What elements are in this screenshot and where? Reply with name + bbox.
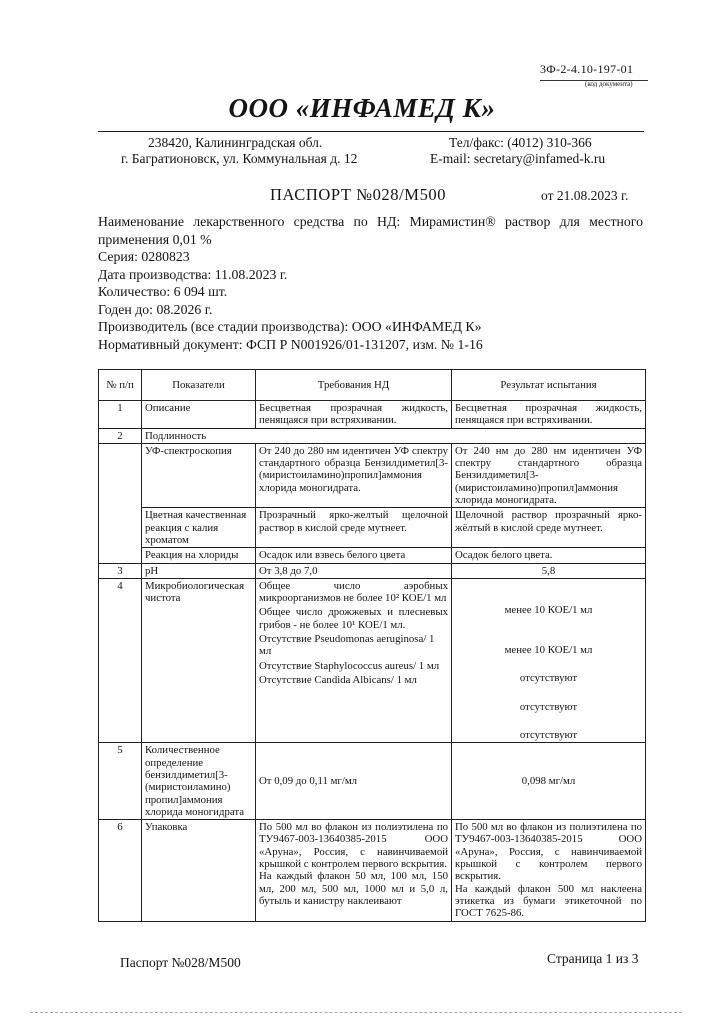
req-candida: Отсутствие Candida Albicans/ 1 мл	[259, 673, 417, 686]
row-result: 5,8	[452, 563, 646, 578]
specification-table	[98, 369, 646, 922]
res-aerobic: менее 10 КОЕ/1 мл	[504, 603, 593, 616]
manufacturer: Производитель (все стадии производства): ООО «ИНФАМЕД К»	[98, 319, 482, 334]
scan-edge-line	[30, 1012, 682, 1013]
table-row	[99, 548, 646, 563]
packaging-requirement-1: По 500 мл во флакон из полиэтилена по ТУ9467-003-13640385-2015 ООО «Аруна», Россия, с навинчиваемой крышкой с контролем первого вскрытия.	[259, 821, 448, 871]
table-row	[99, 443, 646, 507]
req-pseudomonas: Отсутствие Pseudomonas aeruginosa/ 1 мл	[259, 633, 435, 658]
row-indicator: Цветная качественная реакция с калия хроматом	[142, 508, 256, 548]
req-staph: Отсутствие Staphylococcus aureus/ 1 мл	[259, 659, 440, 672]
document-code: 3Ф-2-4.10-197-01	[540, 62, 634, 76]
row-indicator: pH	[142, 563, 256, 578]
packaging-result-1: По 500 мл во флакон из полиэтилена по ТУ9467-003-13640385-2015 ООО «Аруна», Россия, с навинчиваемой крышкой с контролем первого вскрытия.	[455, 821, 642, 883]
row-indicator: Количественное определение бензилдиметил[3-(миристоиламино) пропил]аммония хлорида моногидрата	[142, 743, 256, 820]
row-requirement	[256, 578, 452, 742]
packaging-requirement-2: На каждый флакон 50 мл, 100 мл, 150 мл, 200 мл, 500 мл, 1000 мл и 5,0 л, бутыль и канистру наклеивают	[259, 870, 448, 907]
row-num: 5	[99, 743, 142, 820]
row-num-empty	[99, 443, 142, 563]
row-indicator: Описание	[142, 401, 256, 429]
row-indicator: Реакция на хлориды	[142, 548, 256, 563]
row-num: 1	[99, 401, 142, 429]
table-row	[99, 563, 646, 578]
row-requirement: Осадок или взвесь белого цвета	[256, 548, 452, 563]
table-row	[99, 578, 646, 742]
row-num: 3	[99, 563, 142, 578]
row-num: 6	[99, 820, 142, 921]
row-requirement: От 0,09 до 0,11 мг/мл	[256, 743, 452, 820]
company-name: ООО «ИНФАМЕД К»	[228, 93, 496, 123]
table-row	[99, 428, 646, 443]
document-code-caption: (код документа)	[585, 80, 633, 88]
row-num: 2	[99, 428, 142, 443]
passport-date: от 21.08.2023 г.	[541, 188, 629, 203]
expiry-date: Годен до: 08.2026 г.	[98, 301, 213, 317]
res-yeast: менее 10 КОЕ/1 мл	[504, 644, 593, 657]
row-requirement: От 3,8 до 7,0	[256, 563, 452, 578]
email: E-mail: secretary@infamed-k.ru	[430, 151, 606, 166]
product-info	[98, 213, 643, 353]
row-indicator: Подлинность	[142, 428, 646, 443]
row-requirement: Прозрачный ярко-желтый щелочной раствор в кислой среде мутнеет.	[256, 508, 452, 548]
header-indicator: Показатели	[142, 370, 256, 401]
row-indicator: Микробиологическая чистота	[142, 578, 256, 742]
header-result: Результат испытания	[452, 370, 646, 401]
table-row	[99, 743, 646, 820]
table-row	[99, 401, 646, 429]
normative-document: Нормативный документ: ФСП Р N001926/01-131207, изм. № 1-16	[98, 336, 483, 352]
header-divider	[98, 131, 644, 132]
req-yeast: Общее число дрожжевых и плесневых грибов - не более 10¹ КОЕ/1 мл.	[259, 606, 448, 631]
passport-title: ПАСПОРТ №028/М500	[270, 185, 447, 204]
packaging-result-2: На каждый флакон 500 мл наклеена этикетка из бумаги этикеточной по ГОСТ 7625-86.	[455, 882, 642, 920]
row-result	[452, 578, 646, 742]
res-candida: отсутствуют	[519, 729, 578, 742]
table-row	[99, 820, 646, 921]
row-indicator: УФ-спектроскопия	[142, 443, 256, 507]
quantity: Количество: 6 094 шт.	[98, 284, 228, 299]
series: Серия: 0280823	[98, 249, 190, 264]
row-result: Осадок белого цвета.	[452, 548, 646, 563]
production-date: Дата производства: 11.08.2023 г.	[98, 266, 288, 282]
row-indicator: Упаковка	[142, 820, 256, 921]
row-requirement: От 240 до 280 нм идентичен УФ спектру стандартного образца Бензилдиметил[3-(миристоиламино)пропил]аммония хлорида моногидрата.	[256, 443, 452, 507]
address-line-1: 238420, Калининградская обл.	[148, 135, 323, 150]
header-requirement: Требования НД	[256, 370, 452, 401]
drug-name: Наименование лекарственного средства по НД: Мирамистин® раствор для местного применения 0,01 %	[98, 214, 643, 247]
footer-passport-number: Паспорт №028/М500	[120, 955, 241, 970]
row-num: 4	[99, 578, 142, 742]
row-result: 0,098 мг/мл	[452, 743, 646, 820]
row-result	[452, 820, 646, 921]
table-header-row	[99, 370, 646, 401]
row-requirement: Бесцветная прозрачная жидкость, пенящаяся при встряхивании.	[256, 401, 452, 429]
req-aerobic: Общее число аэробных микроорганизмов не более 10² КОЕ/1 мл	[259, 579, 448, 605]
row-requirement	[256, 820, 452, 921]
table-row	[99, 508, 646, 548]
page-number: Страница 1 из 3	[547, 951, 639, 966]
phone-fax: Тел/факс: (4012) 310-366	[449, 135, 592, 150]
header-num: № п/п	[99, 370, 142, 401]
address-line-2: г. Багратионовск, ул. Коммунальная д. 12	[121, 151, 358, 166]
res-staph: отсутствуют	[519, 700, 578, 713]
row-result: Бесцветная прозрачная жидкость, пенящаяся при встряхивании.	[452, 401, 646, 429]
row-result: От 240 нм до 280 нм идентичен УФ спектру стандартного образца Бензилдиметил[3-(миристоиламино)пропил]аммония хлорида моногидрата.	[452, 443, 646, 507]
row-result: Щелочной раствор прозрачный ярко-жёлтый в кислой среде мутнеет.	[452, 508, 646, 548]
res-pseudomonas: отсутствуют	[519, 672, 578, 685]
